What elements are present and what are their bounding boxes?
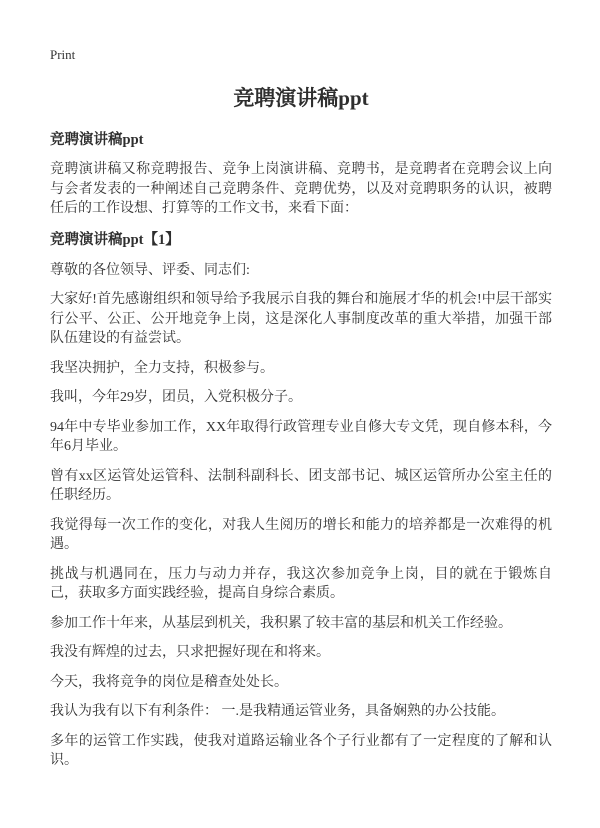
paragraph-self-intro: 我叫，今年29岁，团员，入党积极分子。: [50, 390, 302, 405]
section-heading: 竞聘演讲稿ppt【1】: [50, 231, 180, 248]
paragraph-work-history: 曾有xx区运管处运管科、法制科副科长、团支部书记、城区运管所办公室主任的任职经历。: [50, 468, 552, 503]
paragraph-education: 94年中专毕业参加工作，XX年取得行政管理专业自修大专文凭，现自修本科，今年6月毕业。: [50, 419, 552, 454]
paragraph-industry-knowledge: 多年的运管工作实践，使我对道路运输业各个子行业都有了一定程度的了解和认识。: [50, 733, 552, 768]
paragraph-support: 我坚决拥护，全力支持，积极参与。: [50, 360, 274, 376]
paragraph-salutation: 尊敬的各位领导、评委、同志们:: [50, 262, 250, 278]
paragraph-advantages: 我认为我有以下有利条件： 一.是我精通运管业务，具备娴熟的办公技能。: [50, 704, 505, 719]
paragraph-experience: 参加工作十年来，从基层到机关，我积累了较丰富的基层和机关工作经验。: [50, 615, 512, 631]
paragraph-greeting: 大家好!首先感谢组织和领导给予我展示自我的舞台和施展才华的机会!中层干部实行公平、公正、公开地竞争上岗，这是深化人事制度改革的重大举措，加强干部队伍建设的有益尝试。: [50, 292, 552, 346]
document-title: 竞聘演讲稿ppt: [233, 86, 369, 110]
intro-paragraph: 竞聘演讲稿又称竞聘报告、竞争上岗演讲稿、竞聘书，是竞聘者在竞聘会议上向与会者发表的一种阐述自己竞聘条件、竞聘优势，以及对竞聘职务的认识，被聘任后的工作设想、打算等的工作文书，来看下面：: [50, 162, 552, 216]
paragraph-challenge: 挑战与机遇同在，压力与动力并存，我这次参加竞争上岗，目的就在于锻炼自己，获取多方面实践经验，提高自身综合素质。: [50, 566, 552, 601]
paragraph-present-future: 我没有辉煌的过去，只求把握好现在和将来。: [50, 645, 330, 660]
paragraph-target-position: 今天，我将竞争的岗位是稽查处处长。: [50, 674, 288, 690]
paragraph-opportunity: 我觉得每一次工作的变化，对我人生阅历的增长和能力的培养都是一次难得的机遇。: [50, 517, 552, 552]
print-button[interactable]: Print: [50, 47, 76, 62]
document-subtitle: 竞聘演讲稿ppt: [50, 132, 144, 148]
